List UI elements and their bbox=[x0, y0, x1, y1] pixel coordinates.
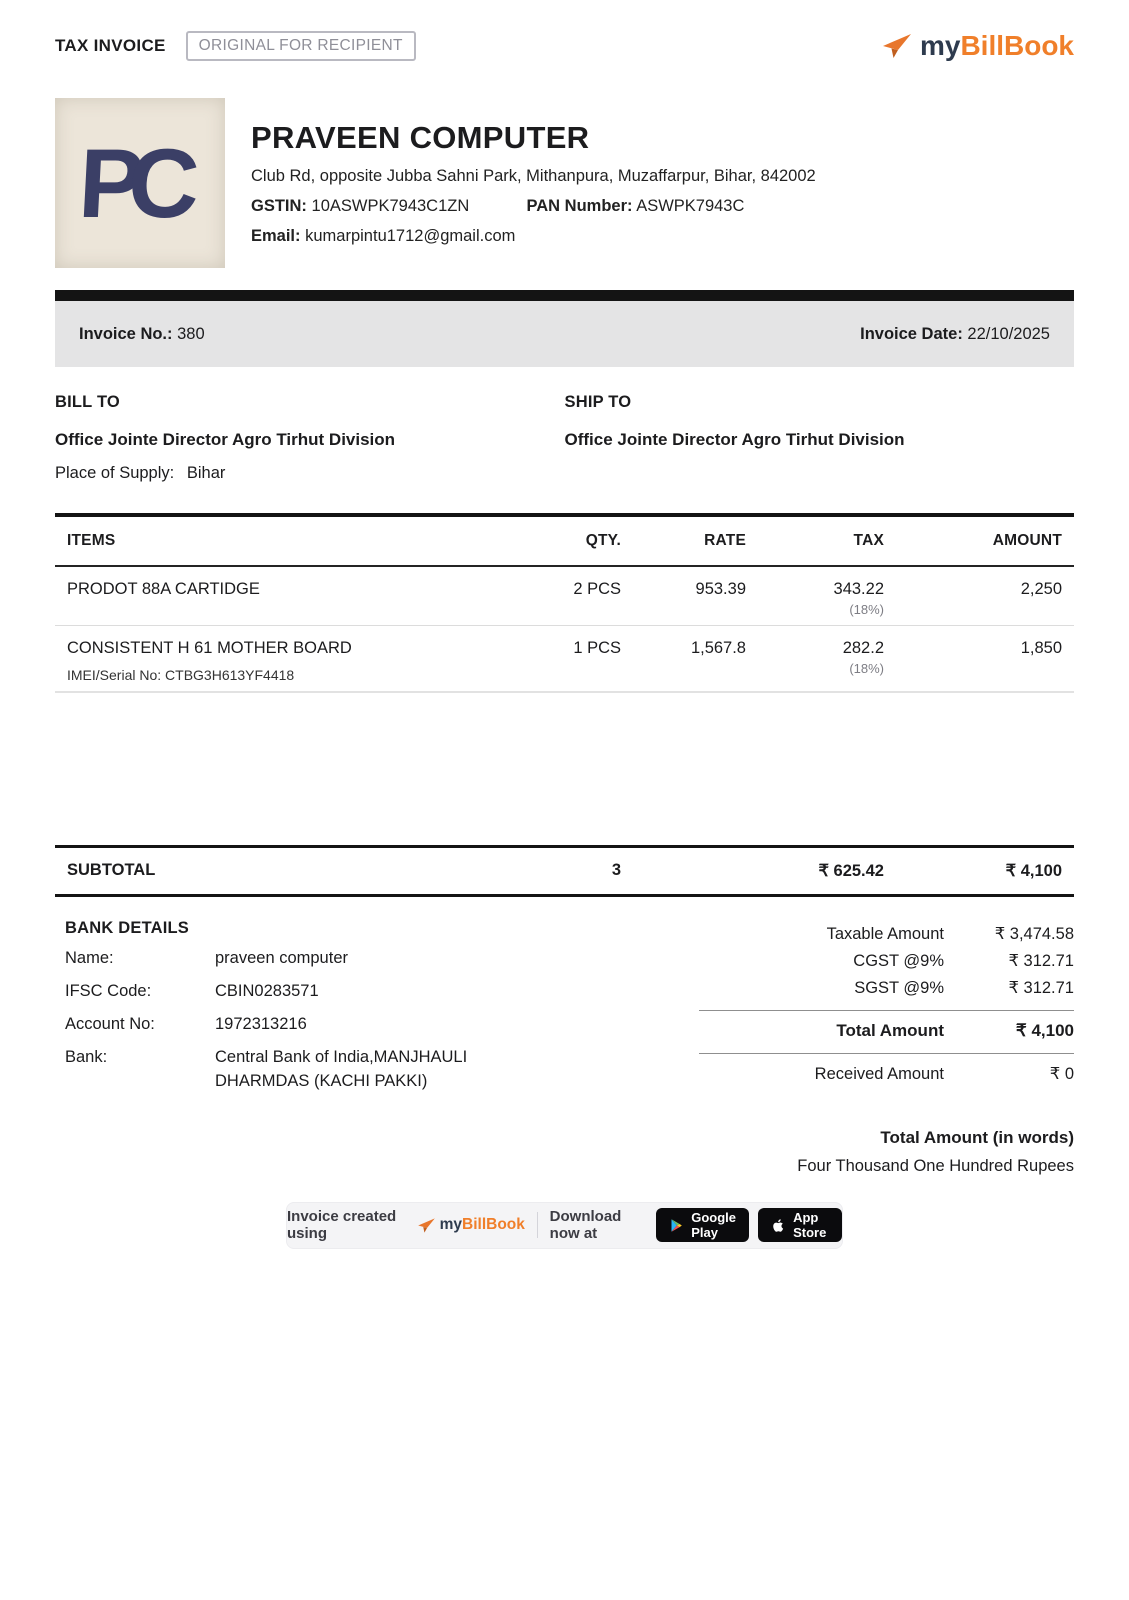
divider-bar-top bbox=[55, 290, 1074, 301]
taxable-amount-row bbox=[699, 924, 1074, 944]
cgst-value: ₹ 312.71 bbox=[1008, 952, 1074, 970]
totals-divider bbox=[699, 1010, 1074, 1011]
pan-label: PAN Number: bbox=[526, 197, 633, 215]
bank-bank-value: Central Bank of India,MANJHAULI DHARMDAS (KACHI PAKKI) bbox=[215, 1047, 468, 1090]
top-header bbox=[55, 30, 1074, 62]
invoice-no-value: 380 bbox=[177, 324, 205, 343]
brand-suffix: BillBook bbox=[960, 30, 1074, 61]
bottom-section bbox=[55, 913, 1074, 1094]
mybillbook-logo bbox=[881, 30, 1074, 62]
sgst-label: SGST @9% bbox=[854, 979, 944, 997]
subtotal-amount: ₹ 4,100 bbox=[1005, 862, 1062, 880]
cgst-row bbox=[699, 951, 1074, 971]
paper-plane-icon bbox=[417, 1217, 436, 1234]
received-amount-value: ₹ 0 bbox=[1049, 1065, 1074, 1083]
total-amount-row bbox=[699, 1021, 1074, 1041]
item-amount: 2,250 bbox=[1020, 580, 1062, 598]
bank-name-label: Name: bbox=[65, 949, 114, 967]
ship-to-heading: SHIP TO bbox=[564, 393, 632, 411]
company-logo bbox=[55, 98, 225, 268]
footer-promo-bar bbox=[286, 1202, 843, 1249]
received-amount-label: Received Amount bbox=[814, 1065, 944, 1083]
item-qty: 2 PCS bbox=[573, 580, 621, 598]
col-amount: AMOUNT bbox=[992, 532, 1062, 549]
invoice-date bbox=[860, 325, 1050, 344]
bank-bank-label: Bank: bbox=[65, 1047, 108, 1066]
company-address: Club Rd, opposite Jubba Sahni Park, Mithanpura, Muzaffarpur, Bihar, 842002 bbox=[251, 167, 816, 185]
company-header bbox=[55, 98, 1074, 268]
parties-section bbox=[55, 385, 1074, 483]
totals-summary bbox=[699, 913, 1074, 1094]
item-tax-pct: (18%) bbox=[849, 661, 884, 676]
paper-plane-icon bbox=[881, 32, 913, 60]
place-of-supply bbox=[55, 464, 565, 483]
total-amount-label: Total Amount bbox=[836, 1021, 944, 1040]
subtotal-label: SUBTOTAL bbox=[67, 861, 156, 879]
footer-divider bbox=[537, 1212, 538, 1238]
google-play-label: Google Play bbox=[691, 1210, 737, 1241]
items-table-header bbox=[55, 513, 1074, 567]
pc-monogram: PC bbox=[76, 127, 186, 238]
gstin-value: 10ASWPK7943C1ZN bbox=[311, 197, 470, 215]
company-name: PRAVEEN COMPUTER bbox=[251, 120, 590, 155]
totals-divider bbox=[699, 1053, 1074, 1054]
bank-ifsc-label: IFSC Code: bbox=[65, 981, 152, 1000]
company-email-line bbox=[251, 227, 816, 246]
email-label: Email: bbox=[251, 227, 301, 245]
bill-to-heading: BILL TO bbox=[55, 393, 120, 411]
item-qty: 1 PCS bbox=[573, 639, 621, 657]
footer-download-text: Download now at bbox=[549, 1208, 622, 1243]
bank-row bbox=[65, 1013, 535, 1037]
amount-words-value: Four Thousand One Hundred Rupees bbox=[797, 1156, 1074, 1175]
received-amount-row bbox=[699, 1064, 1074, 1084]
supply-label: Place of Supply: bbox=[55, 464, 175, 482]
item-name: CONSISTENT H 61 MOTHER BOARD bbox=[67, 639, 352, 657]
bank-account-value: 1972313216 bbox=[215, 1014, 307, 1033]
google-play-badge[interactable] bbox=[656, 1208, 749, 1242]
col-items: ITEMS bbox=[67, 532, 116, 549]
doc-type-title: TAX INVOICE bbox=[55, 36, 166, 55]
amount-words-heading: Total Amount (in words) bbox=[880, 1127, 1074, 1147]
item-rate: 1,567.8 bbox=[690, 639, 746, 657]
item-tax: 282.2 (18%) bbox=[746, 639, 884, 683]
bank-details bbox=[55, 913, 535, 1094]
taxable-amount-label: Taxable Amount bbox=[826, 925, 944, 943]
invoice-number bbox=[79, 325, 205, 344]
subtotal-row bbox=[55, 845, 1074, 897]
invoice-date-label: Invoice Date: bbox=[860, 324, 963, 343]
invoice-date-value: 22/10/2025 bbox=[967, 324, 1050, 343]
ship-to-name: Office Jointe Director Agro Tirhut Division bbox=[564, 430, 905, 449]
copy-type-badge: ORIGINAL FOR RECIPIENT bbox=[186, 31, 416, 61]
google-play-icon bbox=[669, 1218, 684, 1233]
item-amount: 1,850 bbox=[1020, 639, 1062, 657]
item-name-wrap bbox=[67, 639, 521, 683]
email-value: kumarpintu1712@gmail.com bbox=[305, 227, 516, 245]
bank-name-value: praveen computer bbox=[215, 949, 348, 967]
ship-to-block bbox=[565, 385, 1075, 483]
sgst-value: ₹ 312.71 bbox=[1008, 979, 1074, 997]
table-row bbox=[55, 626, 1074, 693]
subtotal-tax: ₹ 625.42 bbox=[818, 862, 884, 880]
item-tax-pct: (18%) bbox=[849, 602, 884, 617]
pan-value: ASWPK7943C bbox=[636, 197, 745, 215]
company-tax-ids bbox=[251, 197, 816, 216]
taxable-amount-value: ₹ 3,474.58 bbox=[994, 925, 1074, 943]
item-name: PRODOT 88A CARTIDGE bbox=[67, 580, 260, 598]
bill-to-block bbox=[55, 385, 565, 483]
cgst-label: CGST @9% bbox=[853, 952, 944, 970]
invoice-meta-bar bbox=[55, 301, 1074, 367]
item-serial: IMEI/Serial No: CTBG3H613YF4418 bbox=[67, 667, 295, 683]
amount-in-words bbox=[55, 1128, 1074, 1176]
brand-text: myBillBook bbox=[439, 1216, 525, 1234]
bank-heading: BANK DETAILS bbox=[65, 919, 190, 937]
bank-row bbox=[65, 980, 535, 1004]
footer-mybillbook-logo bbox=[417, 1216, 525, 1234]
sgst-row bbox=[699, 978, 1074, 998]
bank-ifsc-value: CBIN0283571 bbox=[215, 981, 319, 1000]
subtotal-qty: 3 bbox=[611, 861, 621, 879]
col-qty: QTY. bbox=[585, 532, 621, 549]
app-store-label: App Store bbox=[793, 1210, 827, 1241]
bank-account-label: Account No: bbox=[65, 1014, 155, 1033]
item-rate: 953.39 bbox=[695, 580, 746, 598]
item-tax: 343.22 (18%) bbox=[746, 580, 884, 617]
table-empty-space bbox=[55, 693, 1074, 845]
gstin-label: GSTIN: bbox=[251, 197, 307, 215]
app-store-badge[interactable] bbox=[758, 1208, 842, 1242]
apple-icon bbox=[771, 1218, 786, 1233]
brand-text bbox=[920, 30, 1074, 62]
bank-row bbox=[65, 947, 535, 971]
supply-value: Bihar bbox=[186, 464, 226, 482]
bill-to-name: Office Jointe Director Agro Tirhut Division bbox=[55, 430, 396, 449]
brand-prefix: my bbox=[919, 30, 961, 61]
invoice-no-label: Invoice No.: bbox=[79, 324, 173, 343]
bank-row bbox=[65, 1046, 535, 1094]
items-table bbox=[55, 513, 1074, 897]
table-row bbox=[55, 567, 1074, 626]
total-amount-value: ₹ 4,100 bbox=[1015, 1021, 1074, 1040]
col-rate: RATE bbox=[704, 532, 746, 549]
footer-created-text: Invoice created using bbox=[287, 1208, 397, 1243]
col-tax: TAX bbox=[853, 532, 884, 549]
